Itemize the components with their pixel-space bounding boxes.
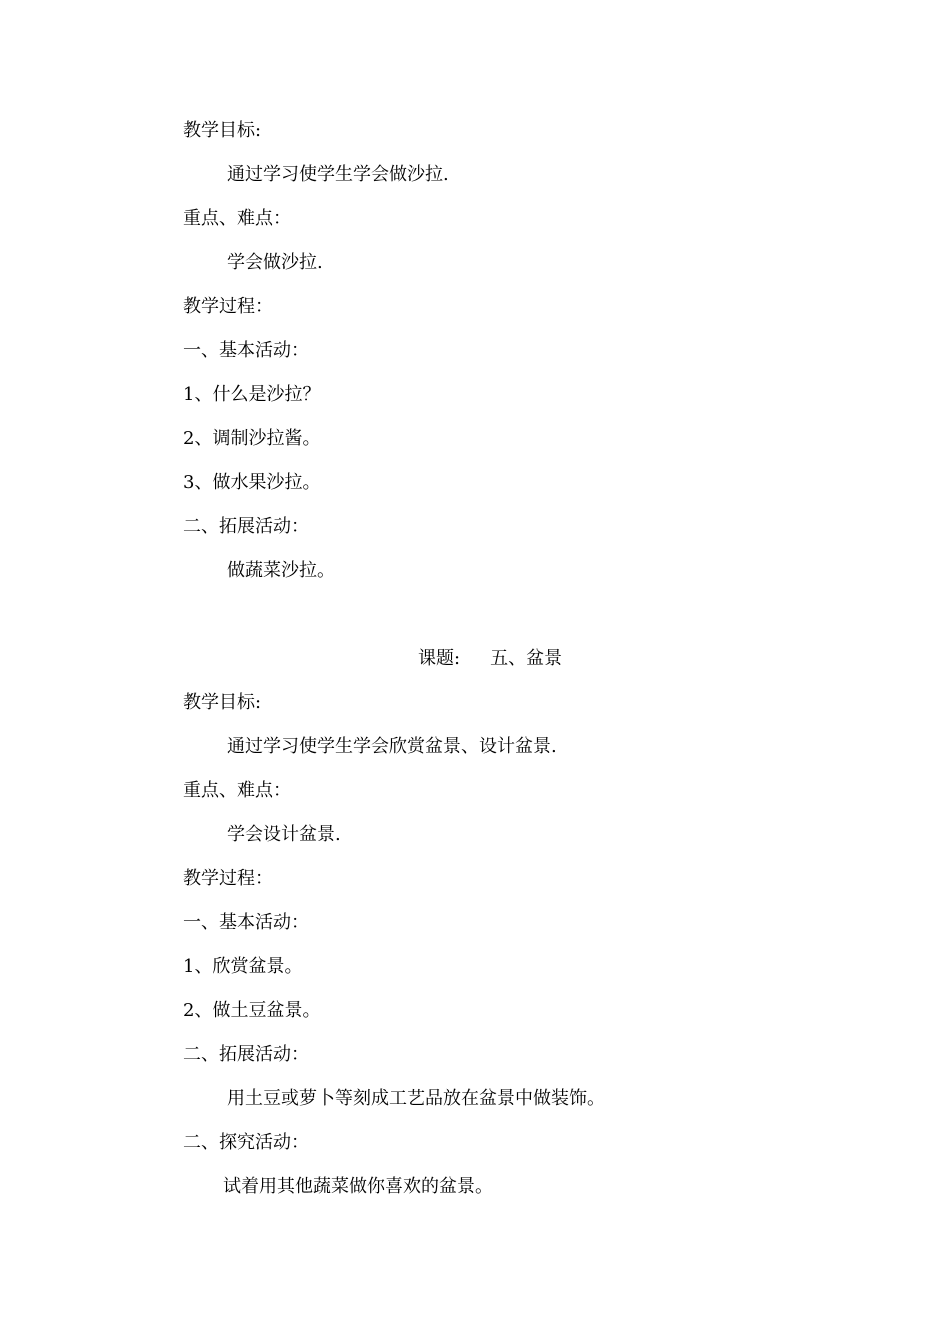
key-points-heading: 重点、难点： <box>183 780 291 801</box>
basic-activity-item: 2、调制沙拉酱。 <box>183 428 321 449</box>
goal-text: 通过学习使学生学会欣赏盆景、设计盆景. <box>227 736 557 757</box>
explore-activity-text: 试着用其他蔬菜做你喜欢的盆景。 <box>223 1176 493 1197</box>
goal-heading: 教学目标: <box>183 692 262 713</box>
explore-activity-heading: 二、探究活动： <box>183 1132 309 1153</box>
goal-heading: 教学目标: <box>183 120 262 141</box>
process-heading: 教学过程： <box>183 296 273 317</box>
extend-activity-text: 做蔬菜沙拉。 <box>227 560 335 581</box>
key-points-heading: 重点、难点： <box>183 208 291 229</box>
lesson-title-label: 课题: <box>418 648 461 669</box>
basic-activity-heading: 一、基本活动： <box>183 912 309 933</box>
basic-activity-item: 3、做水果沙拉。 <box>183 472 321 493</box>
goal-text: 通过学习使学生学会做沙拉. <box>227 164 449 185</box>
key-points-text: 学会设计盆景. <box>227 824 341 845</box>
key-points-text: 学会做沙拉. <box>227 252 323 273</box>
process-heading: 教学过程： <box>183 868 273 889</box>
extend-activity-heading: 二、拓展活动： <box>183 516 309 537</box>
extend-activity-text: 用土豆或萝卜等刻成工艺品放在盆景中做装饰。 <box>227 1088 605 1109</box>
basic-activity-heading: 一、基本活动： <box>183 340 309 361</box>
basic-activity-item: 1、欣赏盆景。 <box>183 956 303 977</box>
basic-activity-item: 2、做土豆盆景。 <box>183 1000 321 1021</box>
lesson-title <box>418 648 562 670</box>
extend-activity-heading: 二、拓展活动： <box>183 1044 309 1065</box>
lesson-title-text: 五、盆景 <box>490 648 563 669</box>
basic-activity-item: 1、什么是沙拉？ <box>183 384 321 405</box>
